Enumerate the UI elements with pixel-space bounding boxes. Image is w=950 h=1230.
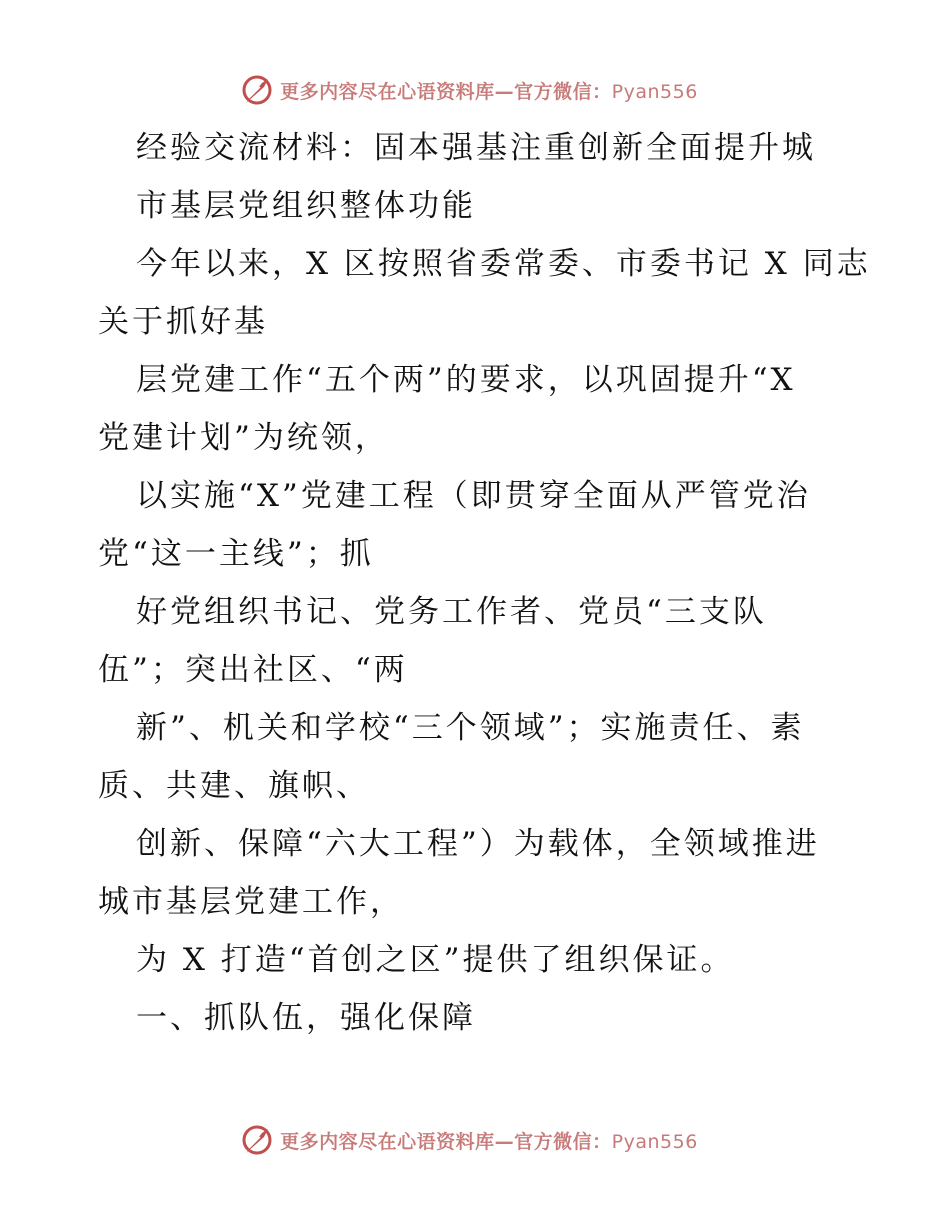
doc-line: 经验交流材料：固本强基注重创新全面提升城 bbox=[136, 130, 816, 166]
doc-line: 今年以来，X 区按照省委常委、市委书记 X 同志 bbox=[136, 246, 871, 282]
header-banner bbox=[0, 70, 950, 110]
feather-pen-logo-icon bbox=[240, 73, 274, 107]
doc-line: 新”、机关和学校“三个领域”；实施责任、素 bbox=[136, 710, 805, 746]
footer-banner-text: 更多内容尽在心语资料库—官方微信：Pyan556 bbox=[280, 1130, 698, 1153]
doc-line: 城市基层党建工作， bbox=[98, 884, 404, 920]
doc-line: 层党建工作“五个两”的要求，以巩固提升“X bbox=[136, 362, 796, 398]
doc-line: 创新、保障“六大工程”）为载体，全领域推进 bbox=[136, 826, 820, 862]
doc-line: 党“这一主线”；抓 bbox=[98, 536, 374, 572]
doc-line: 以实施“X”党建工程（即贯穿全面从严管党治 bbox=[136, 478, 811, 514]
footer-banner bbox=[0, 1120, 950, 1160]
doc-line: 好党组织书记、党务工作者、党员“三支队 bbox=[136, 594, 767, 630]
doc-line: 市基层党组织整体功能 bbox=[136, 188, 476, 224]
doc-line: 为 X 打造“首创之区”提供了组织保证。 bbox=[136, 942, 735, 978]
doc-line: 伍”；突出社区、“两 bbox=[98, 652, 408, 688]
doc-line: 党建计划”为统领， bbox=[98, 420, 389, 456]
header-banner-text: 更多内容尽在心语资料库—官方微信：Pyan556 bbox=[280, 80, 698, 103]
doc-line: 关于抓好基 bbox=[98, 304, 268, 340]
document-body bbox=[98, 119, 871, 1047]
feather-pen-logo-icon bbox=[240, 1123, 274, 1157]
doc-line: 质、共建、旗帜、 bbox=[98, 768, 370, 804]
section-heading: 一、抓队伍，强化保障 bbox=[136, 1000, 476, 1036]
